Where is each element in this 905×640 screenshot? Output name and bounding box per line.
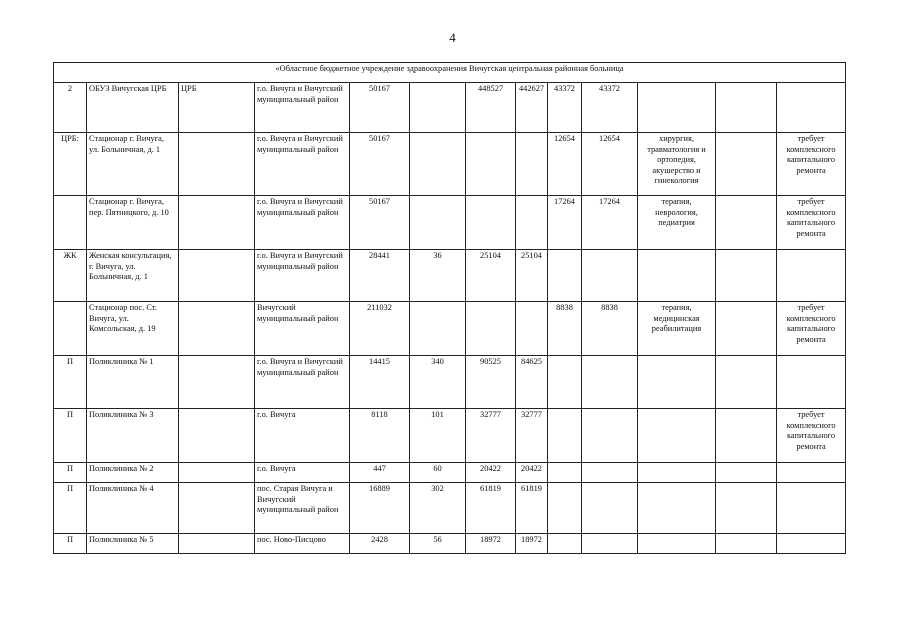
actual-cell <box>516 302 548 356</box>
profile-cell <box>638 463 716 483</box>
note-cell: требует комплексного капитального ремонта <box>777 409 846 463</box>
code-cell: П <box>54 356 87 409</box>
extra-cell <box>716 196 777 250</box>
population-cell: 50167 <box>350 133 410 196</box>
beds-plan-cell <box>548 483 582 534</box>
beds-plan-cell: 43372 <box>548 83 582 133</box>
profile-cell <box>638 250 716 302</box>
population-cell: 8118 <box>350 409 410 463</box>
location-cell: г.о. Вичуга <box>255 463 350 483</box>
population-cell: 2428 <box>350 534 410 554</box>
profile-cell: терапия, медицинская реабилитация <box>638 302 716 356</box>
abbr-cell <box>179 250 255 302</box>
name-cell: Поликлиника № 2 <box>87 463 179 483</box>
actual-cell <box>516 196 548 250</box>
abbr-cell <box>179 483 255 534</box>
total-cell: 448527 <box>466 83 516 133</box>
name-cell: Поликлиника № 4 <box>87 483 179 534</box>
code-cell <box>54 302 87 356</box>
abbr-cell <box>179 534 255 554</box>
visits-cell <box>410 302 466 356</box>
extra-cell <box>716 409 777 463</box>
note-cell: требует комплексного капитального ремонта <box>777 302 846 356</box>
location-cell: г.о. Вичуга и Вичугский муниципальный район <box>255 250 350 302</box>
location-cell: г.о. Вичуга и Вичугский муниципальный район <box>255 196 350 250</box>
extra-cell <box>716 534 777 554</box>
profile-cell <box>638 83 716 133</box>
visits-cell <box>410 196 466 250</box>
table-row <box>54 356 846 409</box>
population-cell: 50167 <box>350 83 410 133</box>
beds-fact-cell <box>582 250 638 302</box>
profile-cell <box>638 356 716 409</box>
profile-cell <box>638 483 716 534</box>
beds-fact-cell: 17264 <box>582 196 638 250</box>
population-cell: 16889 <box>350 483 410 534</box>
total-cell <box>466 196 516 250</box>
table-row <box>54 409 846 463</box>
total-cell <box>466 133 516 196</box>
actual-cell: 442627 <box>516 83 548 133</box>
population-cell: 14415 <box>350 356 410 409</box>
note-cell <box>777 250 846 302</box>
extra-cell <box>716 356 777 409</box>
location-cell: г.о. Вичуга <box>255 409 350 463</box>
beds-fact-cell <box>582 483 638 534</box>
visits-cell <box>410 83 466 133</box>
abbr-cell <box>179 463 255 483</box>
abbr-cell <box>179 409 255 463</box>
total-cell: 20422 <box>466 463 516 483</box>
table-caption: «Областное бюджетное учреждение здравоохранения Вичугская центральная районная больница <box>54 63 846 83</box>
note-cell: требует комплексного капитального ремонта <box>777 196 846 250</box>
visits-cell: 56 <box>410 534 466 554</box>
page-number: 4 <box>449 30 456 45</box>
beds-fact-cell: 43372 <box>582 83 638 133</box>
code-cell: П <box>54 483 87 534</box>
profile-cell: терапия, неврология, педиатрия <box>638 196 716 250</box>
abbr-cell: ЦРБ <box>179 83 255 133</box>
total-cell <box>466 302 516 356</box>
visits-cell: 340 <box>410 356 466 409</box>
beds-fact-cell <box>582 356 638 409</box>
name-cell: ОБУЗ Вичугская ЦРБ <box>87 83 179 133</box>
abbr-cell <box>179 356 255 409</box>
name-cell: Женская консультация, г. Вичуга, ул. Больничная, д. 1 <box>87 250 179 302</box>
extra-cell <box>716 133 777 196</box>
extra-cell <box>716 302 777 356</box>
visits-cell: 36 <box>410 250 466 302</box>
profile-cell: хирургия, травматология и ортопедия, акушерство и гинекология <box>638 133 716 196</box>
beds-plan-cell: 17264 <box>548 196 582 250</box>
beds-plan-cell <box>548 409 582 463</box>
location-cell: г.о. Вичуга и Вичугский муниципальный район <box>255 356 350 409</box>
abbr-cell <box>179 302 255 356</box>
population-cell: 28441 <box>350 250 410 302</box>
total-cell: 18972 <box>466 534 516 554</box>
table-row <box>54 463 846 483</box>
code-cell: ЖК <box>54 250 87 302</box>
actual-cell: 84625 <box>516 356 548 409</box>
beds-fact-cell: 8838 <box>582 302 638 356</box>
name-cell: Стационар пос. Ст. Вичуга, ул. Комсольская, д. 19 <box>87 302 179 356</box>
beds-fact-cell: 12654 <box>582 133 638 196</box>
name-cell: Стационар г. Вичуга, ул. Больничная, д. 1 <box>87 133 179 196</box>
abbr-cell <box>179 196 255 250</box>
table-row <box>54 483 846 534</box>
extra-cell <box>716 463 777 483</box>
beds-plan-cell <box>548 250 582 302</box>
name-cell: Стационар г. Вичуга, пер. Пятницкого, д. 10 <box>87 196 179 250</box>
code-cell: 2 <box>54 83 87 133</box>
actual-cell: 20422 <box>516 463 548 483</box>
table-row <box>54 302 846 356</box>
caption-row <box>54 63 846 83</box>
extra-cell <box>716 483 777 534</box>
beds-plan-cell: 12654 <box>548 133 582 196</box>
population-cell: 447 <box>350 463 410 483</box>
beds-fact-cell <box>582 463 638 483</box>
extra-cell <box>716 250 777 302</box>
beds-plan-cell <box>548 534 582 554</box>
profile-cell <box>638 534 716 554</box>
note-cell <box>777 83 846 133</box>
total-cell: 61819 <box>466 483 516 534</box>
location-cell: г.о. Вичуга и Вичугский муниципальный район <box>255 83 350 133</box>
population-cell: 211032 <box>350 302 410 356</box>
actual-cell: 18972 <box>516 534 548 554</box>
location-cell: пос. Старая Вичуга и Вичугский муниципальный район <box>255 483 350 534</box>
code-cell: П <box>54 534 87 554</box>
note-cell: требует комплексного капитального ремонта <box>777 133 846 196</box>
name-cell: Поликлиника № 5 <box>87 534 179 554</box>
beds-fact-cell <box>582 409 638 463</box>
location-cell: Вичугский муниципальный район <box>255 302 350 356</box>
beds-plan-cell <box>548 463 582 483</box>
name-cell: Поликлиника № 1 <box>87 356 179 409</box>
beds-plan-cell: 8838 <box>548 302 582 356</box>
abbr-cell <box>179 133 255 196</box>
actual-cell <box>516 133 548 196</box>
total-cell: 25104 <box>466 250 516 302</box>
actual-cell: 32777 <box>516 409 548 463</box>
code-cell: П <box>54 409 87 463</box>
note-cell <box>777 356 846 409</box>
table-row <box>54 196 846 250</box>
visits-cell: 60 <box>410 463 466 483</box>
code-cell: П <box>54 463 87 483</box>
extra-cell <box>716 83 777 133</box>
total-cell: 90525 <box>466 356 516 409</box>
total-cell: 32777 <box>466 409 516 463</box>
visits-cell: 302 <box>410 483 466 534</box>
facilities-table <box>53 62 846 554</box>
beds-plan-cell <box>548 356 582 409</box>
actual-cell: 61819 <box>516 483 548 534</box>
population-cell: 50167 <box>350 196 410 250</box>
table-row <box>54 133 846 196</box>
location-cell: пос. Ново-Писцово <box>255 534 350 554</box>
location-cell: г.о. Вичуга и Вичугский муниципальный район <box>255 133 350 196</box>
table-row <box>54 250 846 302</box>
code-cell: ЦРБ: <box>54 133 87 196</box>
table-row <box>54 83 846 133</box>
actual-cell: 25104 <box>516 250 548 302</box>
table-row <box>54 534 846 554</box>
note-cell <box>777 483 846 534</box>
beds-fact-cell <box>582 534 638 554</box>
note-cell <box>777 463 846 483</box>
note-cell <box>777 534 846 554</box>
name-cell: Поликлиника № 3 <box>87 409 179 463</box>
profile-cell <box>638 409 716 463</box>
visits-cell: 101 <box>410 409 466 463</box>
code-cell <box>54 196 87 250</box>
visits-cell <box>410 133 466 196</box>
